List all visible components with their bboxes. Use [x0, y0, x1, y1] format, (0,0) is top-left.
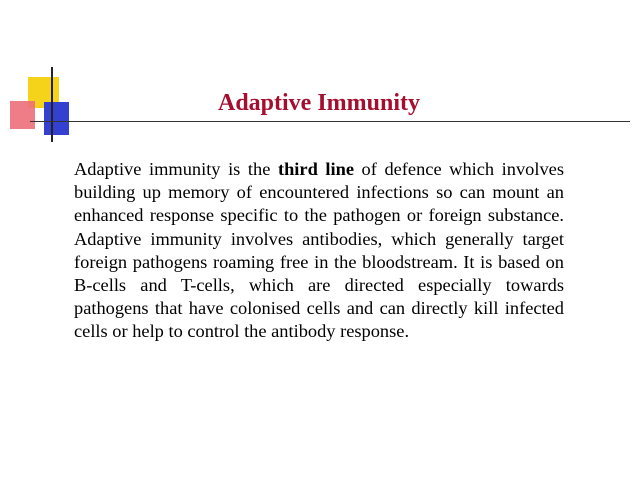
body-text-emphasis: third line — [277, 159, 354, 179]
body-text-rest: of defence which involves building up memory of encountered infections so can mount an enhanced response specific to the pathogen or foreign substance. Adaptive immunity involves antibodies, which generally target foreign pathogens roaming free in the bloodstream. It is based on B-cells and T-cells, which are directed especially towards pathogens that have colonised cells and can directly kill infected cells or help to control the antibody response. — [74, 159, 565, 342]
body-text-intro: Adaptive immunity is the — [74, 159, 278, 179]
slide-body-paragraph — [74, 158, 564, 344]
slide-title: Adaptive Immunity — [217, 90, 421, 116]
title-underline-divider — [30, 121, 630, 122]
